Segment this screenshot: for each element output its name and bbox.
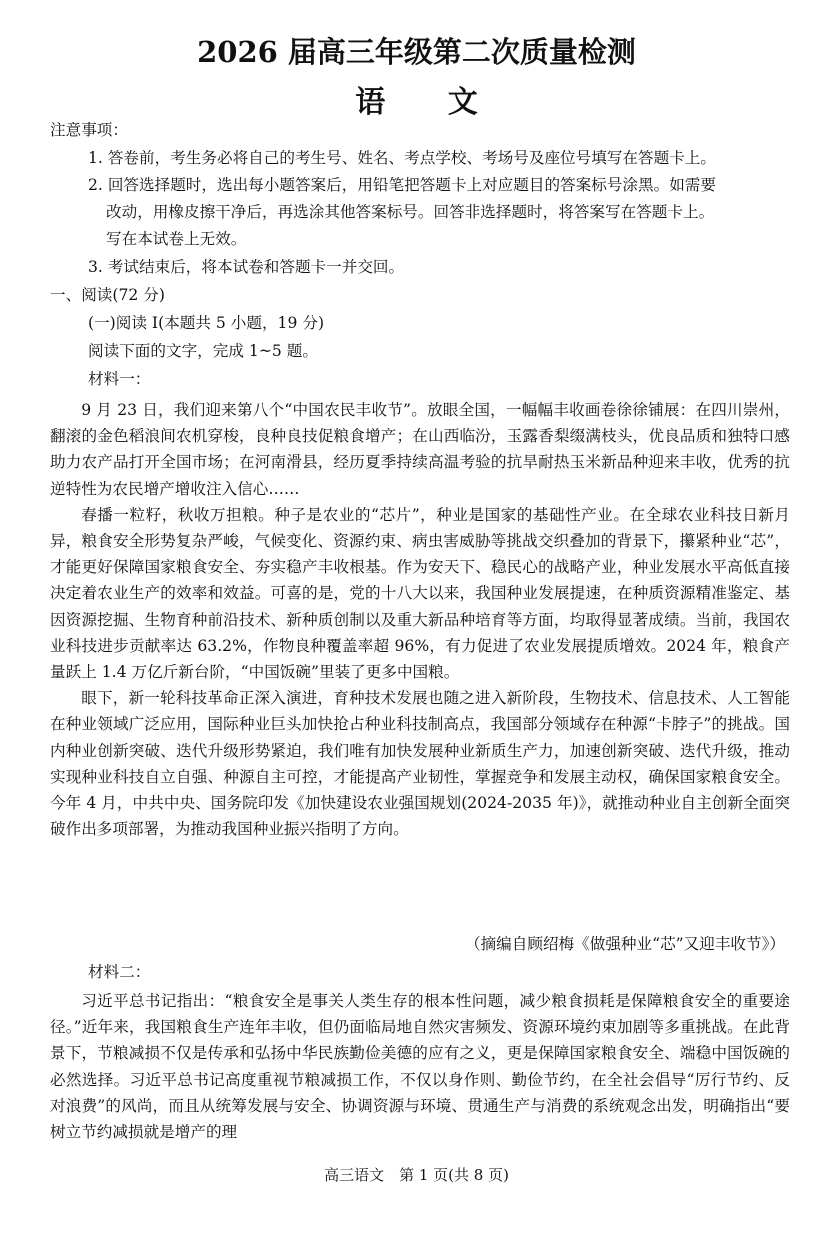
page-footer: 高三语文 第 1 页(共 8 页) [324, 1166, 509, 1184]
material-1-label: 材料一： [88, 370, 151, 388]
material-1-source: （摘编自顾绍梅《做强种业“芯”又迎丰收节》） [464, 935, 785, 953]
notice-item-2-line-1: 2. 回答选择题时，选出每小题答案后，用铅笔把答题卡上对应题目的答案标号涂黑。如需要 [88, 176, 716, 194]
material-1-body [50, 397, 790, 842]
reading-instruction: 阅读下面的文字，完成 1~5 题。 [88, 342, 318, 360]
material-2-label: 材料二： [88, 963, 151, 981]
material-2-body [50, 988, 790, 1145]
notice-item-3: 3. 考试结束后，将本试卷和答题卡一并交回。 [88, 258, 405, 276]
section-heading: 一、阅读(72 分) [50, 286, 165, 304]
notice-item-2-line-2: 改动，用橡皮擦干净后，再选涂其他答案标号。回答非选择题时，将答案写在答题卡上。 [106, 203, 715, 221]
material-1-paragraph-3: 眼下，新一轮科技革命正深入演进，育种技术发展也随之进入新阶段，生物技术、信息技术、人工智能在种业领域广泛应用，国际种业巨头加快抢占种业科技制高点，我国部分领域存在种源“卡脖子”的挑战。国内种业创新突破、迭代升级形势紧迫，我们唯有加快发展种业新质生产力，加速创新突破、迭代升级，推动实现种业科技自立自强、种源自主可控，才能提高产业韧性，掌握竞争和发展主动权，确保国家粮食安全。今年 4 月，中共中央、国务院印发《加快建设农业强国规划(2024-2035 年)》，就推动种业自主创新全面突破作出多项部署，为推动我国种业振兴指明了方向。 [50, 689, 790, 839]
notice-item-2-line-3: 写在本试卷上无效。 [106, 230, 247, 248]
notice-heading: 注意事项： [50, 121, 128, 139]
material-1-paragraph-2: 春播一粒籽，秋收万担粮。种子是农业的“芯片”，种业是国家的基础性产业。在全球农业科技日新月异，粮食安全形势复杂严峻，气候变化、资源约束、病虫害威胁等挑战交织叠加的背景下，攥紧种业“芯”，才能更好保障国家粮食安全、夯实稳产丰收根基。作为安天下、稳民心的战略产业，种业发展水平高低直接决定着农业生产的效率和效益。可喜的是，党的十八大以来，我国种业发展提速，在种质资源精准鉴定、基因资源挖掘、生物育种前沿技术、新种质创制以及重大新品种培育等方面，均取得显著成绩。当前，我国农业科技进步贡献率达 63.2%，作物良种覆盖率超 96%，有力促进了农业发展提质增效。2024 年，粮食产量跃上 1.4 万亿斤新台阶，“中国饭碗”里装了更多中国粮。 [50, 505, 790, 682]
material-1-paragraph-1: 9 月 23 日，我们迎来第八个“中国农民丰收节”。放眼全国，一幅幅丰收画卷徐徐铺展：在四川崇州，翻滚的金色稻浪间农机穿梭，良种良技促粮食增产；在山西临汾，玉露香梨缀满枝头，优良品质和独特口感助力农产品打开全国市场；在河南滑县，经历夏季持续高温考验的抗旱耐热玉米新品种迎来丰收，优秀的抗逆特性为农民增产增收注入信心…… [50, 401, 790, 498]
subsection-heading: (一)阅读 I(本题共 5 小题，19 分) [88, 314, 325, 332]
material-2-paragraph-1: 习近平总书记指出：“粮食安全是事关人类生存的根本性问题，减少粮食损耗是保障粮食安全的重要途径。”近年来，我国粮食生产连年丰收，但仍面临局地自然灾害频发、资源环境约束加剧等多重挑战。在此背景下，节粮减损不仅是传承和弘扬中华民族勤俭美德的应有之义，更是保障国家粮食安全、端稳中国饭碗的必然选择。习近平总书记高度重视节粮减损工作，不仅以身作则、勤俭节约，在全社会倡导“厉行节约、反对浪费”的风尚，而且从统筹发展与安全、协调资源与环境、贯通生产与消费的系统观念出发，明确指出“要树立节约减损就是增产的理 [50, 992, 790, 1142]
exam-title: 2026 届高三年级第二次质量检测 [197, 35, 636, 69]
subject-title: 语 文 [355, 85, 504, 120]
notice-item-1: 1. 答卷前，考生务必将自己的考生号、姓名、考点学校、考场号及座位号填写在答题卡上。 [88, 149, 716, 167]
